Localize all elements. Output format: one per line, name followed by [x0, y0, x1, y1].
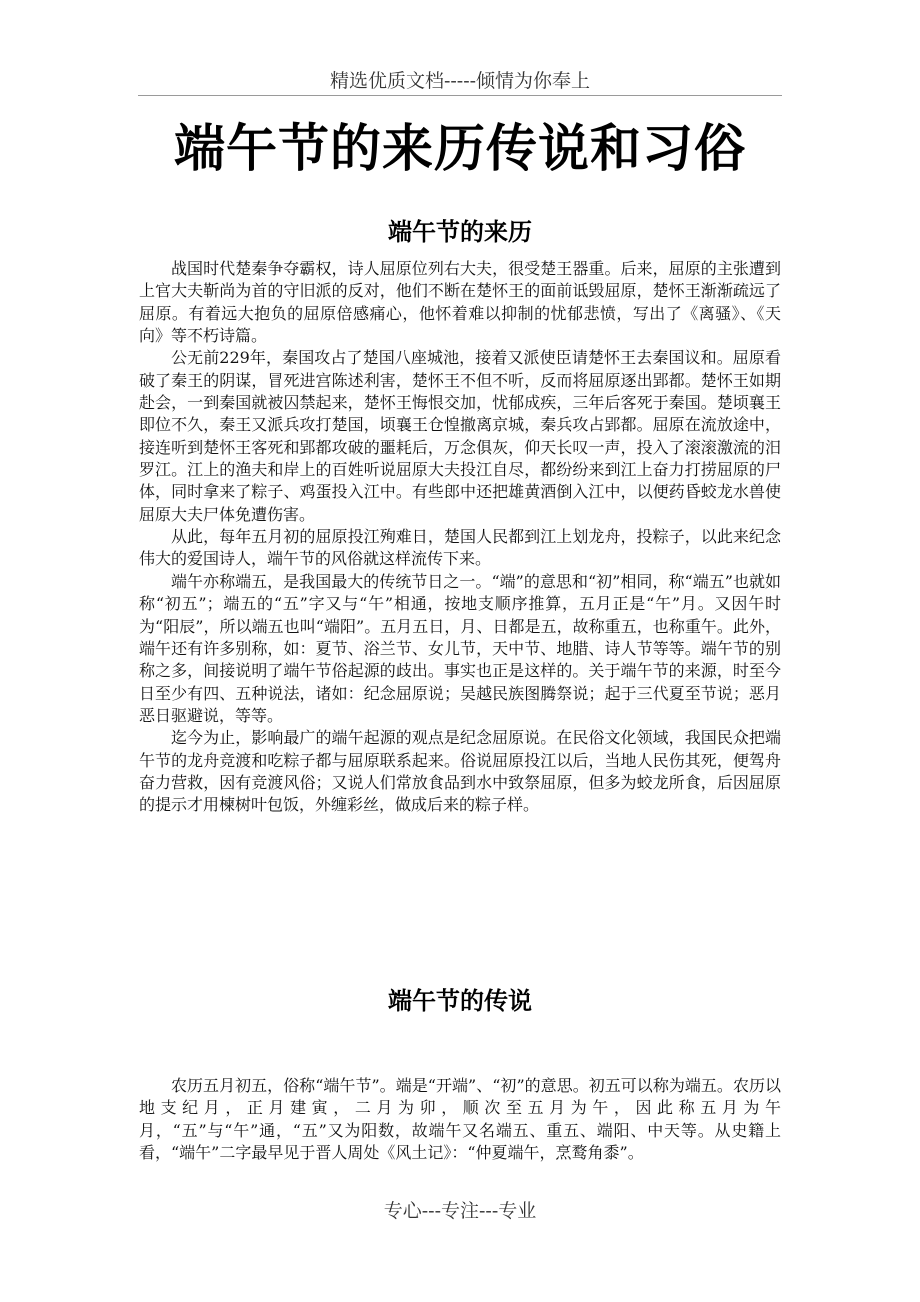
section-body-origin: [139, 258, 781, 817]
section-heading-legend: 端午节的传说: [388, 987, 532, 1015]
header-divider: [138, 95, 782, 96]
paragraph: 从此，每年五月初的屈原投江殉难日，楚国人民都到江上划龙舟，投粽子，以此来纪念伟大的爱国诗人，端午节的风俗就这样流传下来。: [139, 527, 781, 569]
paragraph: 端午亦称端五，是我国最大的传统节日之一。“端”的意思和“初”相同，称“端五”也就如称“初五”；端五的“五”字又与“午”相通，按地支顺序推算，五月正是“午”月。又因午时为“阳辰”，所以端五也叫“端阳”。五月五日，月、日都是五，故称重五，也称重午。此外，端午还有许多别称，如：夏节、浴兰节、女儿节，天中节、地腊、诗人节等等。端午节的别称之多，间接说明了端午节俗起源的歧出。事实也正是这样的。关于端午节的来源，时至今日至少有四、五种说法，诸如：纪念屈原说；吴越民族图腾祭说；起于三代夏至节说；恶月恶日驱避说，等等。: [139, 571, 781, 725]
section-heading-origin: 端午节的来历: [388, 218, 532, 246]
paragraph: 迄今为止，影响最广的端午起源的观点是纪念屈原说。在民俗文化领域，我国民众把端午节的龙舟竞渡和吃粽子都与屈原联系起来。俗说屈原投江以后，当地人民伤其死，便驾舟奋力营救，因有竞渡风俗；又说人们常放食品到水中致祭屈原，但多为蛟龙所食，后因屈原的提示才用楝树叶包饭，外缠彩丝，做成后来的粽子样。: [139, 728, 781, 815]
document-title: 端午节的来历传说和习俗: [173, 120, 746, 179]
paragraph: 农历五月初五，俗称“端午节”。端是“开端”、“初”的意思。初五可以称为端五。农历以地支纪月，正月建寅，二月为卯，顺次至五月为午，因此称五月为午月，“五”与“午”通，“五”又为阳数，故端午又名端五、重五、端阳、中天等。从史籍上看，“端午”二字最早见于晋人周处《风土记》：“仲夏端午，烹鹜角黍”。: [139, 1076, 781, 1163]
page-footer: 专心---专注---专业: [383, 1200, 537, 1222]
section-body-legend: [139, 1075, 781, 1164]
paragraph: 战国时代楚秦争夺霸权，诗人屈原位列右大夫，很受楚王器重。后来，屈原的主张遭到上官大夫靳尚为首的守旧派的反对，他们不断在楚怀王的面前诋毁屈原，楚怀王渐渐疏远了屈原。有着远大抱负的屈原倍感痛心，他怀着难以抑制的忧郁悲愤，写出了《离骚》、《天向》等不朽诗篇。: [139, 259, 781, 346]
page-header: 精选优质文档-----倾情为你奉上: [329, 70, 591, 92]
paragraph: 公无前229年，秦国攻占了楚国八座城池，接着又派使臣请楚怀王去秦国议和。屈原看破了秦王的阴谋，冒死进宫陈述利害，楚怀王不但不听，反而将屈原逐出郢都。楚怀王如期赴会，一到秦国就被囚禁起来，楚怀王悔恨交加，忧郁成疾，三年后客死于秦国。楚顷襄王即位不久，秦王又派兵攻打楚国，顷襄王仓惶撤离京城，秦兵攻占郢都。屈原在流放途中，接连听到楚怀王客死和郢都攻破的噩耗后，万念俱灰，仰天长叹一声，投入了滚滚激流的汨罗江。江上的渔夫和岸上的百姓听说屈原大夫投江自尽，都纷纷来到江上奋力打捞屈原的尸体，同时拿来了粽子、鸡蛋投入江中。有些郎中还把雄黄酒倒入江中，以便药昏蛟龙水兽使屈原大夫尸体免遭伤害。: [139, 348, 781, 524]
